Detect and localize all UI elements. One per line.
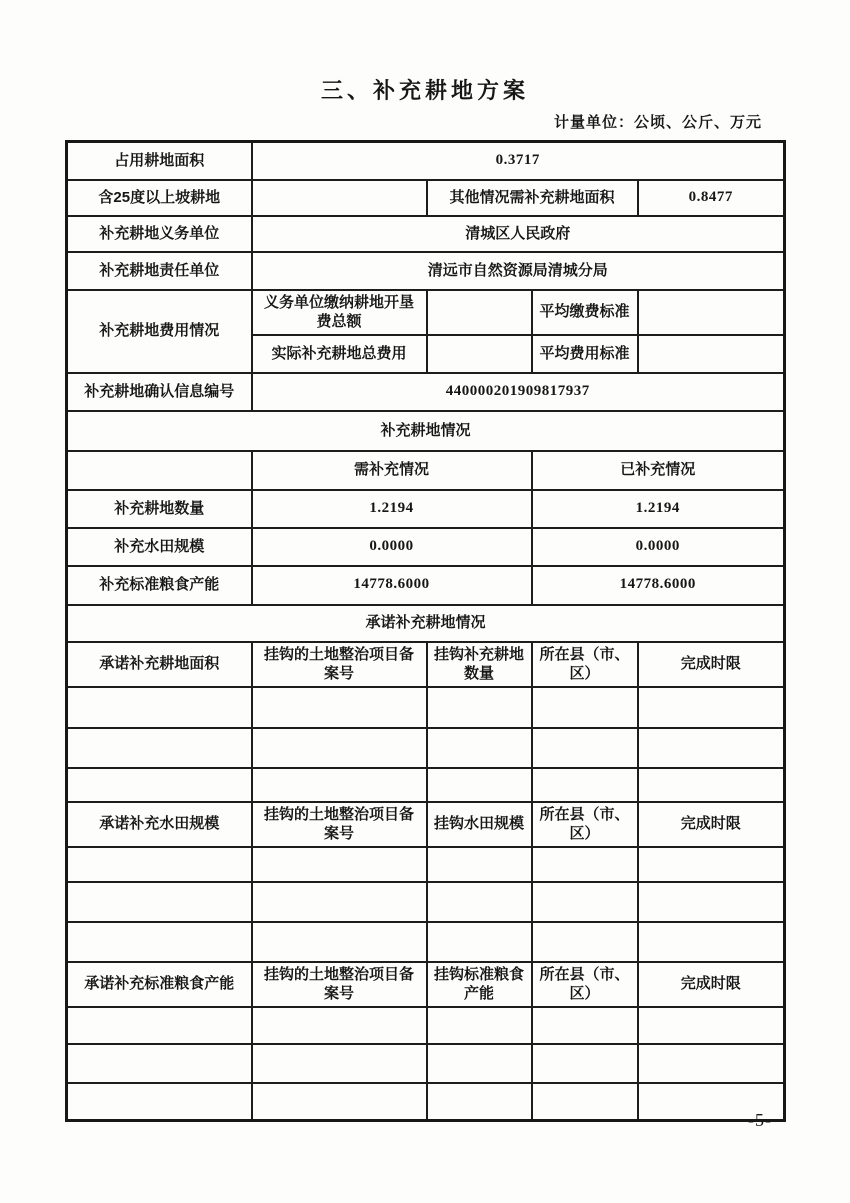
promise-grain-deadline-col-cell: 完成时限 (638, 962, 785, 1007)
responsible-unit-label-cell: 补充耕地责任单位 (67, 252, 252, 290)
promise-area-label-cell: 承诺补充耕地面积 (67, 642, 252, 687)
empty-cell (67, 1083, 252, 1121)
paddy-scale-done-cell: 0.0000 (532, 528, 785, 566)
responsible-unit-value-cell: 清远市自然资源局清城分局 (252, 252, 785, 290)
empty-cell (252, 687, 427, 728)
fee-section-label-cell: 补充耕地费用情况 (67, 290, 252, 373)
table-row (67, 528, 785, 566)
table-row (67, 216, 785, 252)
empty-cell (638, 922, 785, 962)
empty-cell (532, 1044, 638, 1083)
done-col-header-cell: 已补充情况 (532, 451, 785, 490)
avg-cost-standard-value-cell (638, 335, 785, 373)
empty-row (67, 687, 785, 728)
empty-cell (427, 1083, 532, 1121)
empty-cell (638, 847, 785, 882)
avg-payment-standard-label-cell: 平均缴费标准 (532, 290, 638, 335)
promise-grain-qty-col-cell: 挂钩标准粮食产能 (427, 962, 532, 1007)
empty-cell (638, 687, 785, 728)
empty-cell (67, 768, 252, 802)
empty-row (67, 768, 785, 802)
empty-cell (427, 1044, 532, 1083)
promise-grain-header-row (67, 962, 785, 1007)
empty-cell (532, 922, 638, 962)
promise-paddy-county-col-cell: 所在县（市、区） (532, 802, 638, 847)
promise-paddy-project-col-cell: 挂钩的土地整治项目备案号 (252, 802, 427, 847)
empty-cell (532, 728, 638, 768)
supplement-area-label-cell: 补充耕地数量 (67, 490, 252, 528)
confirm-no-value-cell: 440000201909817937 (252, 373, 785, 411)
occupied-area-label-cell: 占用耕地面积 (67, 142, 252, 180)
promise-paddy-deadline-col-cell: 完成时限 (638, 802, 785, 847)
table-row (67, 142, 785, 180)
confirm-no-label-cell: 补充耕地确认信息编号 (67, 373, 252, 411)
empty-row (67, 1044, 785, 1083)
supplement-area-done-cell: 1.2194 (532, 490, 785, 528)
empty-cell (427, 1007, 532, 1044)
promise-grain-project-col-cell: 挂钩的土地整治项目备案号 (252, 962, 427, 1007)
empty-cell (427, 882, 532, 922)
section-header-row (67, 411, 785, 451)
empty-cell (638, 1007, 785, 1044)
promise-area-qty-col-cell: 挂钩补充耕地数量 (427, 642, 532, 687)
grain-capacity-done-cell: 14778.6000 (532, 566, 785, 605)
empty-cell (532, 1083, 638, 1121)
empty-cell (427, 922, 532, 962)
table-row (67, 252, 785, 290)
empty-cell (252, 882, 427, 922)
empty-cell (67, 1044, 252, 1083)
table-row (67, 180, 785, 216)
table-row (67, 490, 785, 528)
blank-corner-cell (67, 451, 252, 490)
promise-area-project-col-cell: 挂钩的土地整治项目备案号 (252, 642, 427, 687)
avg-payment-standard-value-cell (638, 290, 785, 335)
empty-row (67, 882, 785, 922)
other-need-label-cell: 其他情况需补充耕地面积 (427, 180, 638, 216)
promise-paddy-header-row (67, 802, 785, 847)
obligation-unit-label-cell: 补充耕地义务单位 (67, 216, 252, 252)
slope-land-value-cell (252, 180, 427, 216)
empty-cell (532, 687, 638, 728)
table-row (67, 566, 785, 605)
situation-section-header-cell: 补充耕地情况 (67, 411, 785, 451)
empty-row (67, 1083, 785, 1121)
table-row (67, 451, 785, 490)
empty-cell (638, 1044, 785, 1083)
empty-cell (67, 882, 252, 922)
empty-cell (67, 922, 252, 962)
occupied-area-value-cell: 0.3717 (252, 142, 785, 180)
empty-cell (67, 728, 252, 768)
empty-cell (252, 728, 427, 768)
avg-cost-standard-label-cell: 平均费用标准 (532, 335, 638, 373)
obligation-unit-value-cell: 清城区人民政府 (252, 216, 785, 252)
empty-cell (252, 1044, 427, 1083)
empty-cell (427, 728, 532, 768)
actual-fee-total-label-cell: 实际补充耕地总费用 (252, 335, 427, 373)
other-need-value-cell: 0.8477 (638, 180, 785, 216)
slope-land-label-cell: 含25度以上坡耕地 (67, 180, 252, 216)
empty-cell (638, 728, 785, 768)
promise-area-header-row (67, 642, 785, 687)
empty-row (67, 1007, 785, 1044)
empty-cell (252, 768, 427, 802)
fee-reclaim-total-value-cell (427, 290, 532, 335)
fee-reclaim-total-label-cell: 义务单位缴纳耕地开垦费总额 (252, 290, 427, 335)
empty-cell (427, 768, 532, 802)
empty-cell (532, 768, 638, 802)
section-header-row (67, 605, 785, 642)
promise-section-header-cell: 承诺补充耕地情况 (67, 605, 785, 642)
empty-cell (427, 687, 532, 728)
need-col-header-cell: 需补充情况 (252, 451, 532, 490)
empty-cell (67, 847, 252, 882)
supplement-area-need-cell: 1.2194 (252, 490, 532, 528)
promise-paddy-qty-col-cell: 挂钩水田规模 (427, 802, 532, 847)
empty-cell (638, 768, 785, 802)
empty-cell (252, 847, 427, 882)
table-row (67, 290, 785, 335)
grain-capacity-label-cell: 补充标准粮食产能 (67, 566, 252, 605)
promise-area-deadline-col-cell: 完成时限 (638, 642, 785, 687)
promise-area-county-col-cell: 所在县（市、区） (532, 642, 638, 687)
empty-cell (67, 1007, 252, 1044)
paddy-scale-label-cell: 补充水田规模 (67, 528, 252, 566)
table-row (67, 373, 785, 411)
paddy-scale-need-cell: 0.0000 (252, 528, 532, 566)
promise-grain-county-col-cell: 所在县（市、区） (532, 962, 638, 1007)
empty-cell (638, 882, 785, 922)
promise-paddy-label-cell: 承诺补充水田规模 (67, 802, 252, 847)
empty-cell (532, 882, 638, 922)
empty-cell (252, 922, 427, 962)
empty-row (67, 922, 785, 962)
promise-grain-label-cell: 承诺补充标准粮食产能 (67, 962, 252, 1007)
page-number: -5- (748, 1110, 772, 1130)
empty-cell (532, 847, 638, 882)
actual-fee-total-value-cell (427, 335, 532, 373)
page-title: 三、补充耕地方案 (320, 78, 529, 103)
empty-cell (532, 1007, 638, 1044)
empty-cell (67, 687, 252, 728)
unit-note: 计量单位：公顷、公斤、万元 (553, 114, 762, 131)
empty-cell (252, 1083, 427, 1121)
empty-row (67, 728, 785, 768)
empty-cell (252, 1007, 427, 1044)
grain-capacity-need-cell: 14778.6000 (252, 566, 532, 605)
empty-row (67, 847, 785, 882)
empty-cell (427, 847, 532, 882)
supplement-plan-table (65, 140, 786, 1122)
